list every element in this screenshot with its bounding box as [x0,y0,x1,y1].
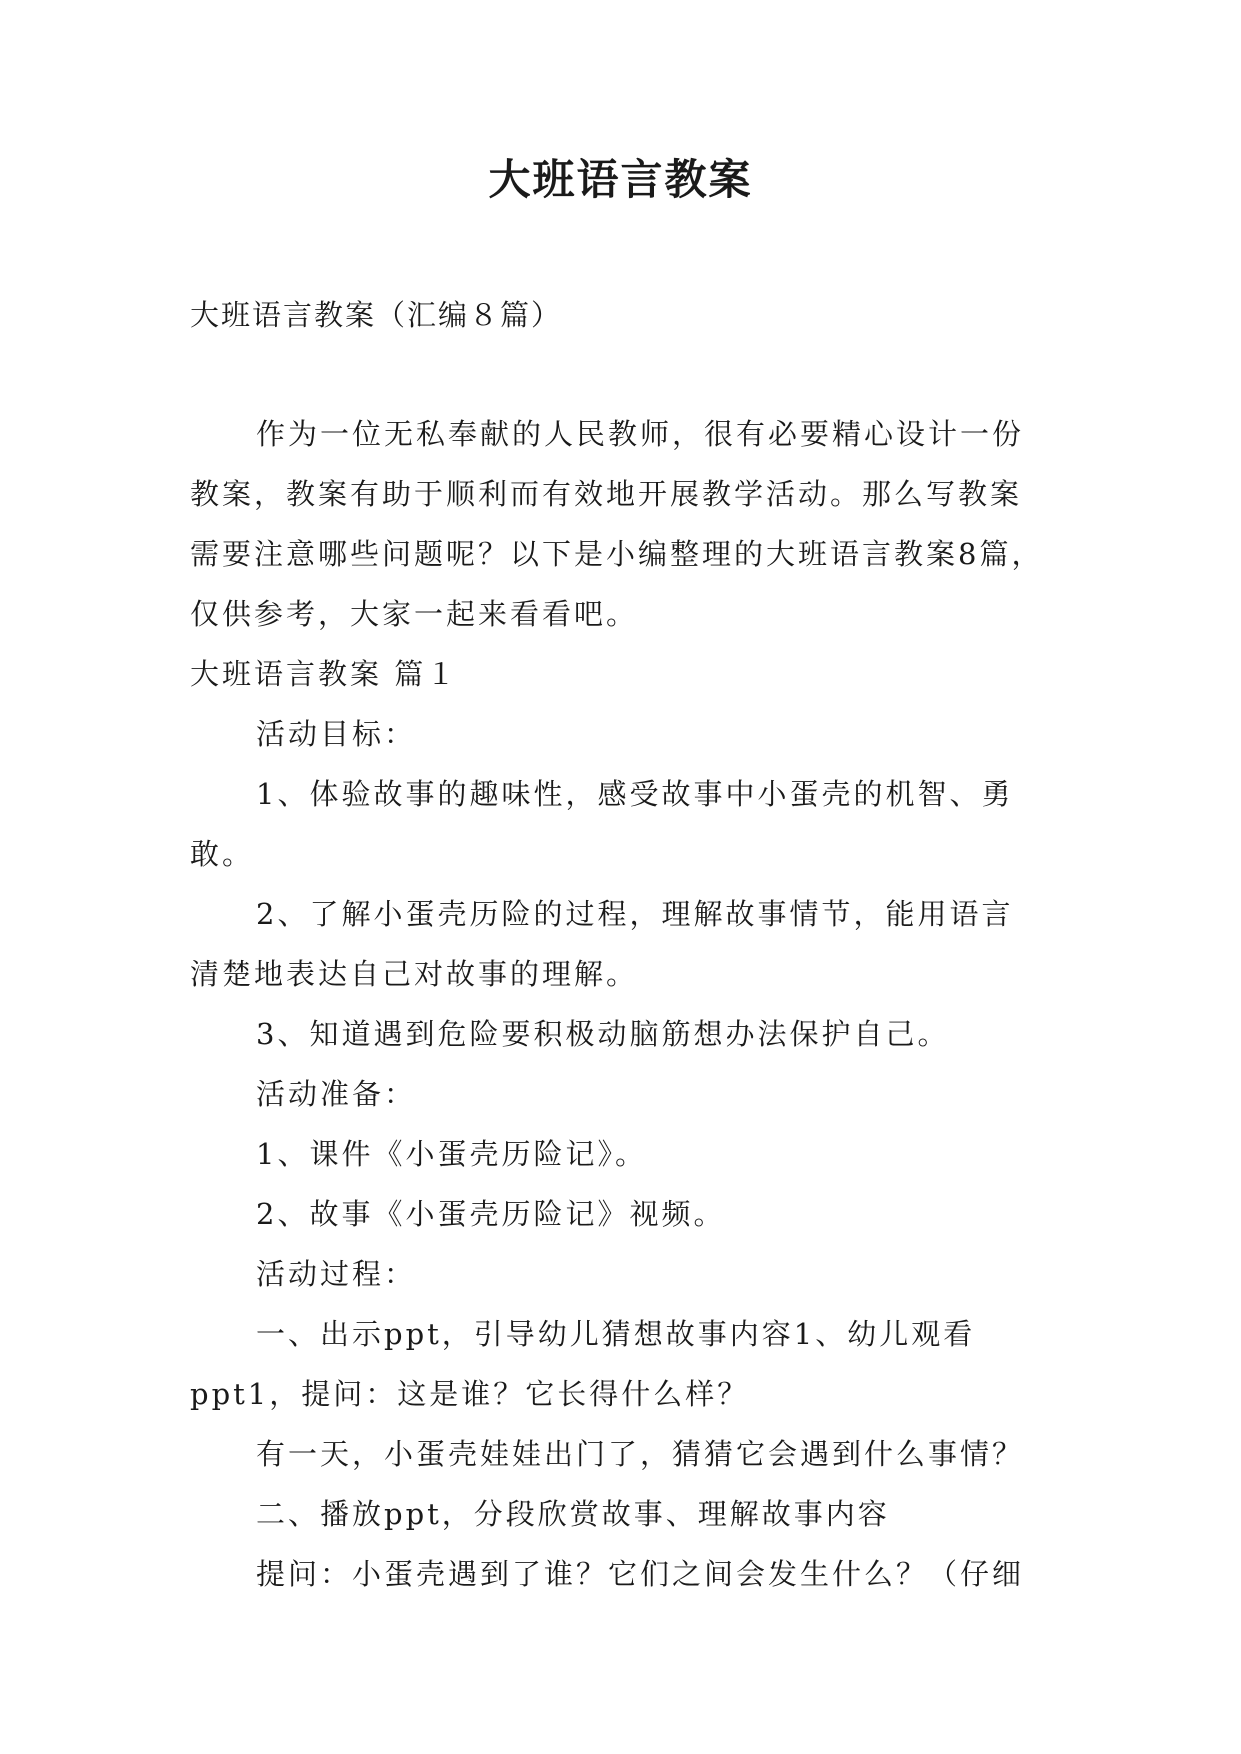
body-line: 仅供参考，大家一起来看看吧。 [190,597,639,631]
body-line: ppt1，提问：这是谁？它长得什么样？ [190,1377,750,1411]
body-line: 敢。 [190,837,255,871]
body-line: 有一天，小蛋壳娃娃出门了，猜猜它会遇到什么事情？ [256,1437,1025,1471]
body-line: 2、故事《小蛋壳历险记》视频。 [256,1197,726,1231]
body-line: 活动过程： [256,1257,417,1291]
body-line: 需要注意哪些问题呢？以下是小编整理的大班语言教案8篇， [190,537,1044,571]
body-line: 3、知道遇到危险要积极动脑筋想办法保护自己。 [256,1017,950,1051]
body-line: 一、出示ppt，引导幼儿猜想故事内容1、幼儿观看 [256,1317,976,1351]
body-line: 2、了解小蛋壳历险的过程，理解故事情节，能用语言 [256,897,1014,931]
body-line: 教案，教案有助于顺利而有效地开展教学活动。那么写教案 [190,477,1023,511]
document-title: 大班语言教案 [488,155,753,204]
body-line: 活动准备： [256,1077,417,1111]
body-line: 二、播放ppt，分段欣赏故事、理解故事内容 [256,1497,890,1531]
document-subtitle: 大班语言教案（汇编８篇） [190,298,563,332]
body-line: 清楚地表达自己对故事的理解。 [190,957,639,991]
body-line: 大班语言教案 篇１ [190,657,459,691]
body-line: 作为一位无私奉献的人民教师，很有必要精心设计一份 [256,417,1025,451]
body-line: 活动目标： [256,717,417,751]
body-line: 1、体验故事的趣味性，感受故事中小蛋壳的机智、勇 [256,777,1014,811]
document-body [190,404,1070,1604]
body-line: 提问：小蛋壳遇到了谁？它们之间会发生什么？（仔细 [256,1557,1025,1591]
body-line: 1、课件《小蛋壳历险记》。 [256,1137,647,1171]
